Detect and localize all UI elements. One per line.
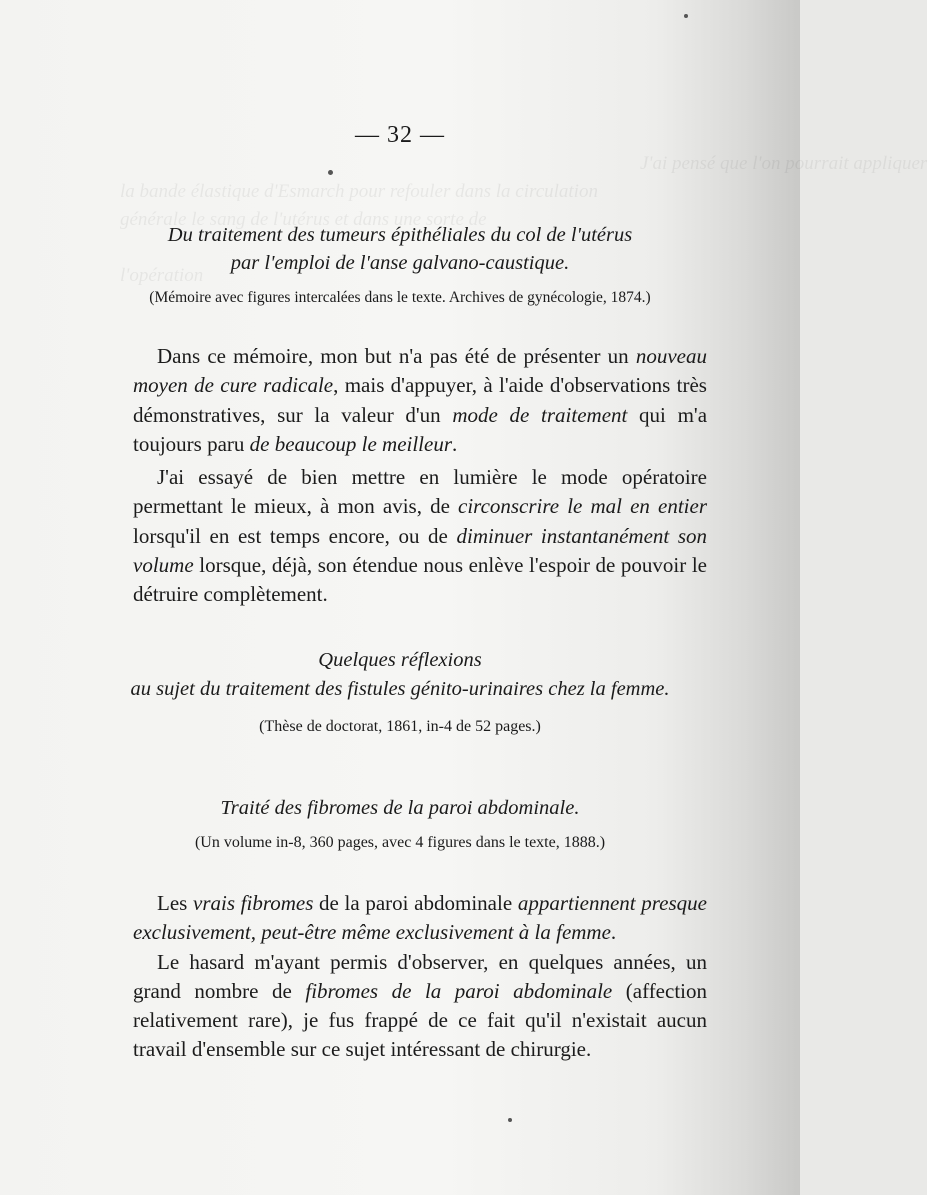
section3-title: Traité des fibromes de la paroi abdominale. <box>220 797 580 819</box>
section3-body <box>133 889 707 1065</box>
page-number: — 32 — <box>355 122 445 148</box>
section2-title-line1: Quelques réflexions <box>318 649 482 671</box>
section1-citation: (Mémoire avec figures intercalées dans le texte. Archives de gynécologie, 1874.) <box>149 289 651 306</box>
section1-title-line1: Du traitement des tumeurs épithéliales du col de l'utérus <box>167 224 633 246</box>
section2-citation: (Thèse de doctorat, 1861, in-4 de 52 pages.) <box>259 718 541 735</box>
paragraph: Le hasard m'ayant permis d'observer, en quelques années, un grand nombre de fibromes de la paroi abdominale (affection relativement rare), je fus frappé de ce fait qu'il n'existait aucun travail d'ensemble sur ce sujet intéressant de chirurgie. <box>133 949 707 1062</box>
speck-mark <box>684 14 688 18</box>
section2-title-line2: au sujet du traitement des fistules génito-urinaires chez la femme. <box>130 678 670 700</box>
section1-title-line2: par l'emploi de l'anse galvano-caustique. <box>230 252 570 274</box>
paragraph: Dans ce mémoire, mon but n'a pas été de présenter un nouveau moyen de cure radicale, mais d'appuyer, à l'aide d'observations très démonstratives, sur la valeur d'un mode de traitement qui m'a toujours paru de beaucoup le meilleur. <box>133 344 708 456</box>
bleed-through-text: J'ai pensé que l'on pourrait appliquer la bande élastique d'Esmarch pour refouler dans la circulation générale le sang de l'utérus et dans une sorte de l'opération <box>120 153 927 286</box>
section3-citation: (Un volume in-8, 360 pages, avec 4 figures dans le texte, 1888.) <box>194 834 606 851</box>
paragraph: J'ai essayé de bien mettre en lumière le mode opératoire permettant le mieux, à mon avis, de circonscrire le mal en entier lorsqu'il en est temps encore, ou de diminuer instantanément son volume lorsque, déjà, son étendue nous enlève l'espoir de pouvoir le détruire complètement. <box>133 465 707 607</box>
speck-mark <box>508 1118 512 1122</box>
section1-body <box>133 342 707 610</box>
paragraph: Les vrais fibromes de la paroi abdominale appartiennent presque exclusivement, peut-être même exclusivement à la femme. <box>133 891 708 945</box>
speck-mark <box>328 170 333 175</box>
